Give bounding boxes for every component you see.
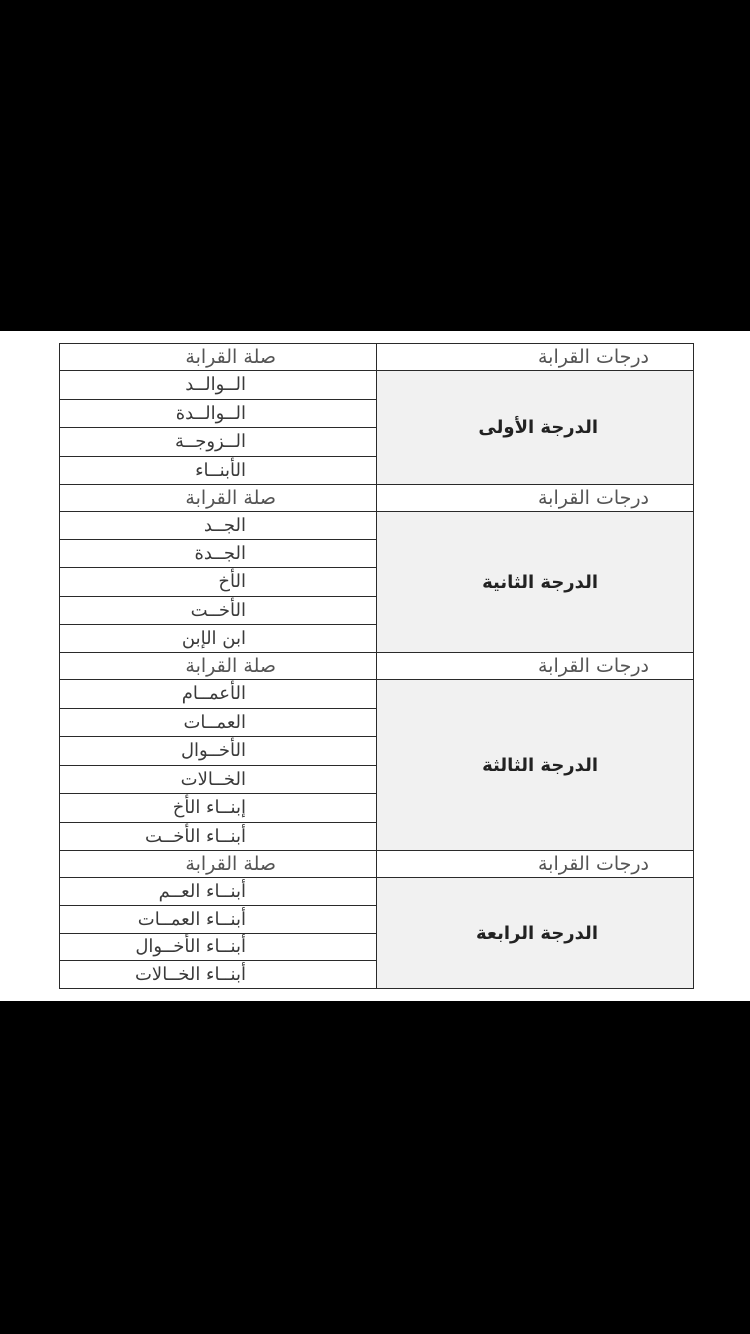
relation-cell: الأبنــاء — [60, 456, 377, 485]
relation-cell: ابن الإبن — [60, 624, 377, 652]
relation-cell: الــزوجــة — [60, 428, 377, 457]
header-kinship-degrees: درجات القرابة — [377, 851, 694, 878]
relation-cell: أبنــاء الأخــت — [60, 822, 377, 851]
table-row — [60, 878, 694, 906]
relation-cell: الأخ — [60, 568, 377, 596]
header-kinship-relation: صلة القرابة — [60, 653, 377, 680]
relation-cell: الــوالــد — [60, 371, 377, 400]
relation-cell: العمــات — [60, 708, 377, 737]
relation-cell: الخــالات — [60, 765, 377, 794]
relation-cell: الأخــوال — [60, 737, 377, 766]
relation-cell: أبنــاء الخــالات — [60, 961, 377, 989]
header-kinship-relation: صلة القرابة — [60, 851, 377, 878]
bottom-black-band — [0, 1001, 750, 1334]
table-row — [60, 680, 694, 709]
header-kinship-degrees: درجات القرابة — [377, 344, 694, 371]
table-row — [60, 371, 694, 400]
relation-cell: أبنــاء الأخــوال — [60, 933, 377, 961]
table-row — [60, 512, 694, 540]
relation-cell: الجــدة — [60, 540, 377, 568]
degree-label-first: الدرجة الأولى — [377, 371, 694, 485]
relation-cell: الأخــت — [60, 596, 377, 624]
top-black-band — [0, 0, 750, 331]
table-header-row — [60, 653, 694, 680]
header-kinship-relation: صلة القرابة — [60, 485, 377, 512]
relation-cell: الأعمــام — [60, 680, 377, 709]
kinship-degrees-table — [59, 343, 694, 989]
table-header-row — [60, 344, 694, 371]
relation-cell: أبنــاء العــم — [60, 878, 377, 906]
degree-label-second: الدرجة الثانية — [377, 512, 694, 653]
relation-cell: إبنــاء الأخ — [60, 794, 377, 823]
degree-label-third: الدرجة الثالثة — [377, 680, 694, 851]
header-kinship-degrees: درجات القرابة — [377, 485, 694, 512]
relation-cell: الجــد — [60, 512, 377, 540]
table-header-row — [60, 485, 694, 512]
degree-label-fourth: الدرجة الرابعة — [377, 878, 694, 989]
header-kinship-relation: صلة القرابة — [60, 344, 377, 371]
relation-cell: أبنــاء العمــات — [60, 905, 377, 933]
relation-cell: الــوالــدة — [60, 399, 377, 428]
table-header-row — [60, 851, 694, 878]
header-kinship-degrees: درجات القرابة — [377, 653, 694, 680]
